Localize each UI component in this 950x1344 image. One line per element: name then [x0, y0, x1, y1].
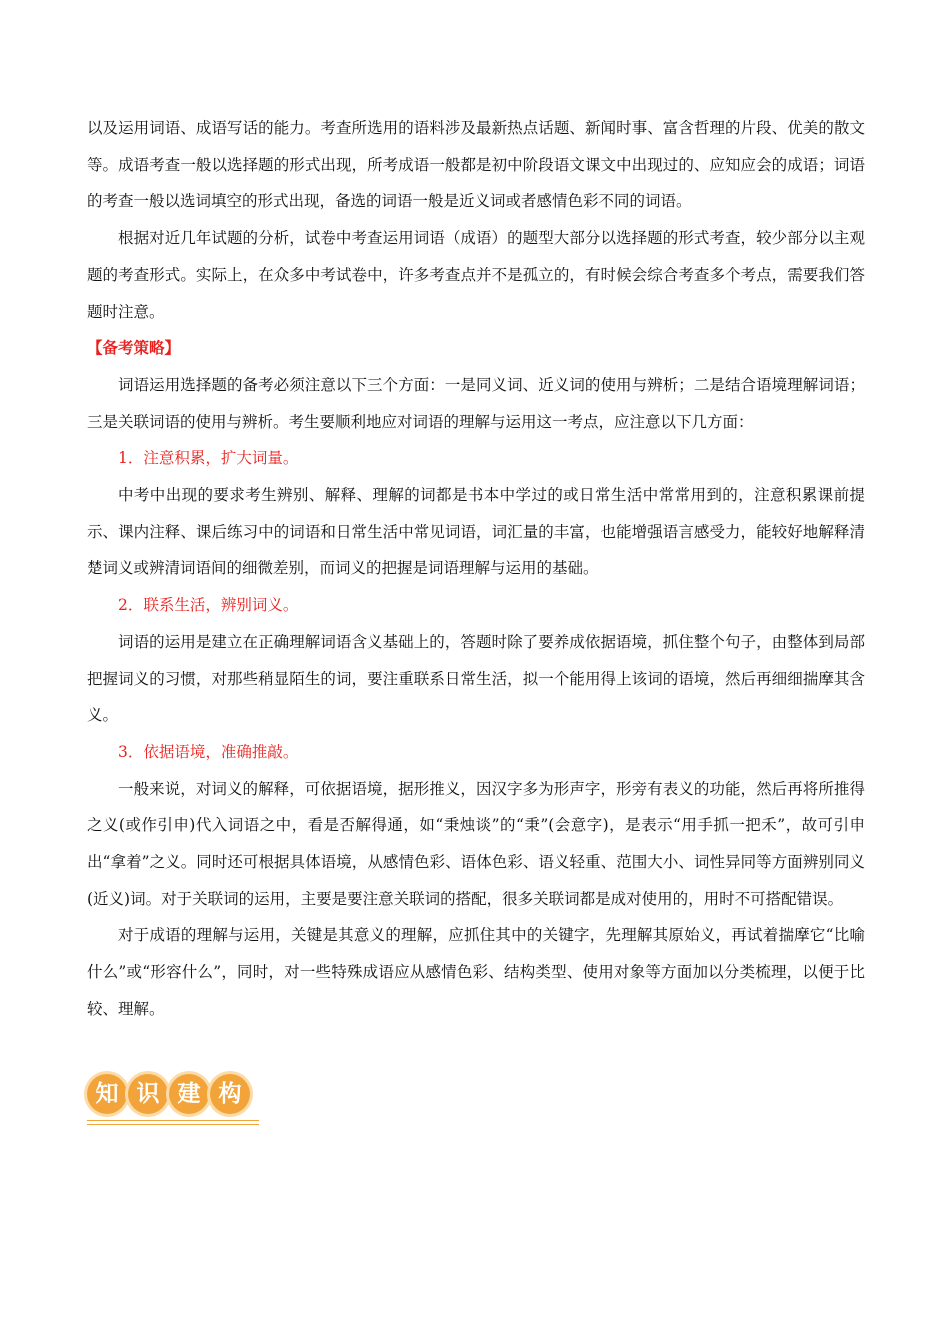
paragraph-analysis: 根据对近几年试题的分析，试卷中考查运用词语（成语）的题型大部分以选择题的形式考查，较少部分以主观题的考查形式。实际上，在众多中考试卷中，许多考查点并不是孤立的，有时候会综合考查多个考点，需要我们答题时注意。 [87, 229, 865, 321]
point-heading-2: 2．联系生活，辨别词义。 [118, 596, 299, 615]
banner-char-1: 知 [87, 1074, 127, 1114]
paragraph-point-3: 一般来说，对词义的解释，可依据语境，据形推义，因汉字多为形声字，形旁有表义的功能，然后再将所推得之义(或作引申)代入词语之中，看是否解得通，如“秉烛谈”的“秉”(会意字)，是表示“用手抓一把禾”，故可引申出“拿着”之义。同时还可根据具体语境，从感情色彩、语体色彩、语义轻重、范围大小、词性异同等方面辨别同义(近义)词。对于关联词的运用，主要是要注意关联词的搭配，很多关联词都是成对使用的，用时不可搭配错误。 [87, 779, 865, 908]
banner-underline-second [87, 1124, 259, 1125]
paragraph-point-2: 词语的运用是建立在正确理解词语含义基础上的，答题时除了要养成依据语境，抓住整个句子，由整体到局部把握词义的习惯，对那些稍显陌生的词，要注重联系日常生活，拟一个能用得上该词的语境，然后再细细揣摩其含义。 [87, 632, 865, 725]
banner-char-2: 识 [128, 1074, 168, 1114]
document-body [87, 110, 865, 1028]
point-heading-1: 1．注意积累，扩大词量。 [118, 449, 299, 468]
paragraph-idioms: 对于成语的理解与运用，关键是其意义的理解，应抓住其中的关键字，先理解其原始义，再试着揣摩它“比喻什么”或“形容什么”，同时，对一些特殊成语应从感情色彩、结构类型、使用对象等方面加以分类梳理，以便于比较、理解。 [87, 926, 865, 1018]
banner-underline [87, 1120, 259, 1121]
section-label-strategy: 【备考策略】 [87, 338, 181, 358]
paragraph-strategy-intro: 词语运用选择题的备考必须注意以下三个方面：一是同义词、近义词的使用与辨析；二是结合语境理解词语；三是关联词语的使用与辨析。考生要顺利地应对词语的理解与运用这一考点，应注意以下几方面： [87, 375, 865, 431]
banner-char-4: 构 [210, 1074, 250, 1114]
knowledge-structure-banner [87, 1074, 267, 1134]
point-heading-3: 3．依据语境，准确推敲。 [118, 742, 299, 761]
paragraph-point-1: 中考中出现的要求考生辨别、解释、理解的词都是书本中学过的或日常生活中常常用到的，注意积累课前提示、课内注释、课后练习中的词语和日常生活中常见词语，词汇量的丰富，也能增强语言感受力，能较好地解释清楚词义或辨清词语间的细微差别，而词义的把握是词语理解与运用的基础。 [87, 486, 865, 578]
banner-char-3: 建 [169, 1074, 209, 1114]
paragraph-continuation: 以及运用词语、成语写话的能力。考查所选用的语料涉及最新热点话题、新闻时事、富含哲理的片段、优美的散文等。成语考查一般以选择题的形式出现，所考成语一般都是初中阶段语文课文中出现过的、应知应会的成语；词语的考查一般以选词填空的形式出现，备选的词语一般是近义词或者感情色彩不同的词语。 [87, 119, 865, 211]
banner-circles [87, 1074, 267, 1114]
